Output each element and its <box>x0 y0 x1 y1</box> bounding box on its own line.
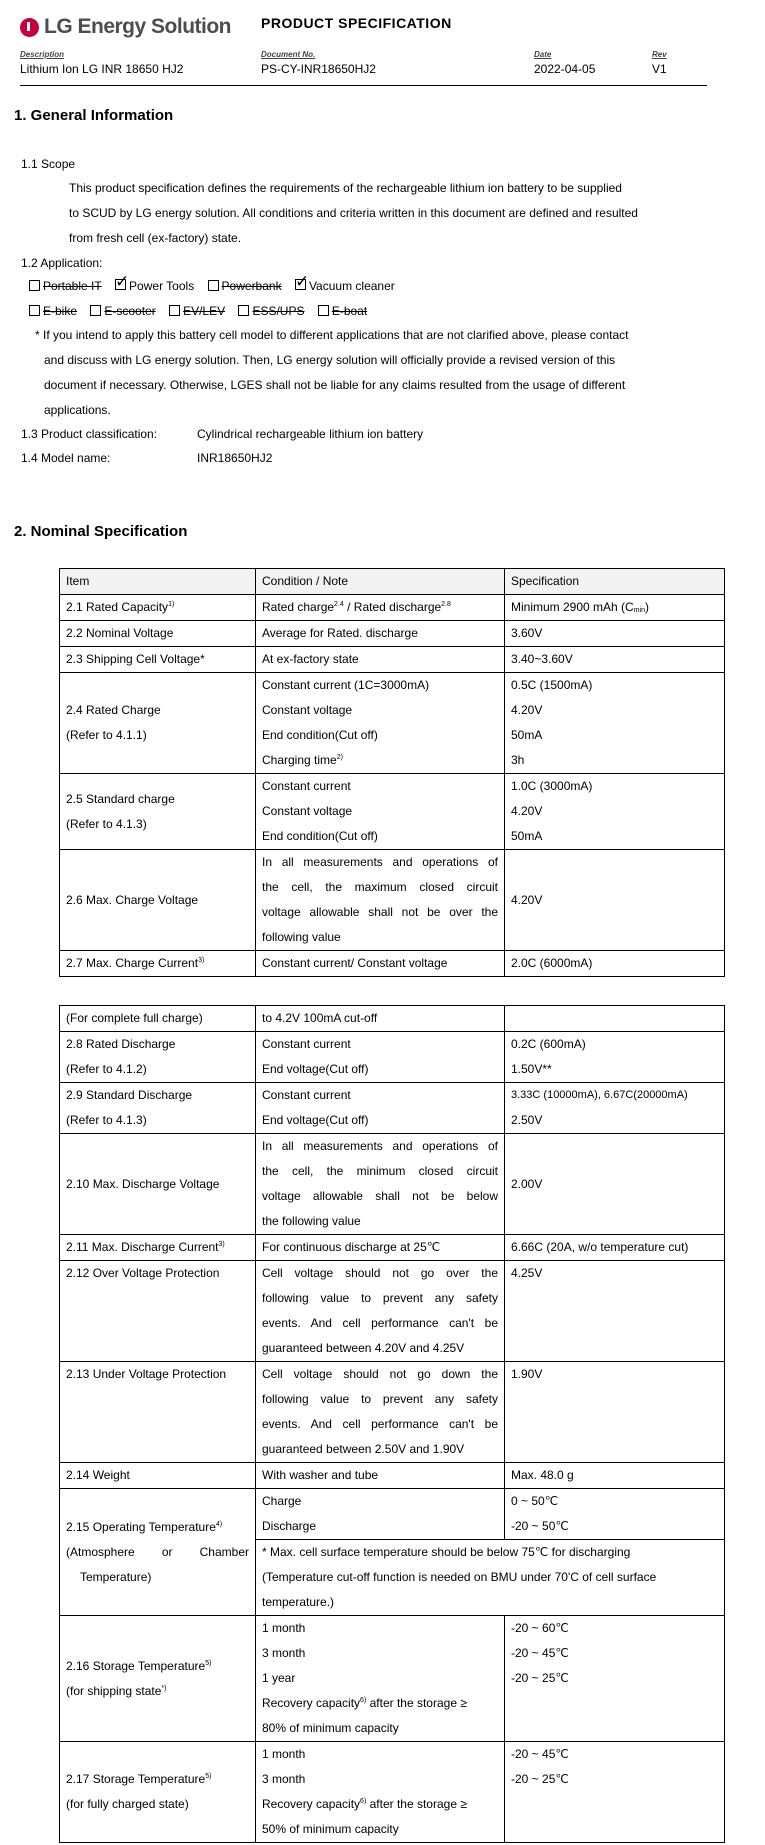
app-e-boat: E-boat <box>318 304 367 318</box>
app-ess-ups: ESS/UPS <box>238 304 304 318</box>
row-condition: Cell voltage should not go down the <box>262 1367 498 1381</box>
row-item: 2.5 Standard charge <box>66 791 175 806</box>
row-condition: Constant current <box>262 779 351 793</box>
row-item: 2.3 Shipping Cell Voltage* <box>66 652 205 666</box>
row-condition: For continuous discharge at 25℃ <box>262 1240 441 1254</box>
row-item: (For complete full charge) <box>66 1011 203 1025</box>
row-spec: 4.25V <box>511 1266 543 1280</box>
application-note <box>35 323 709 423</box>
description-label: Description <box>20 50 65 59</box>
note-line: and discuss with LG energy solution. Then, LG energy solution will officially provide a revised version of this <box>44 353 616 367</box>
table-row <box>60 621 725 647</box>
app-powerbank: Powerbank <box>208 279 282 293</box>
section-1-title: 1. General Information <box>14 107 174 124</box>
checkbox-icon <box>29 305 40 316</box>
header-divider <box>20 85 707 86</box>
row-item: 2.4 Rated Charge <box>66 703 161 717</box>
checkbox-icon <box>90 305 101 316</box>
app-e-bike: E-bike <box>29 304 77 318</box>
application-row-1 <box>29 279 405 293</box>
scope-line: This product specification defines the requirements of the rechargeable lithium ion battery to be supplied <box>69 181 622 195</box>
row-spec <box>511 1006 718 1031</box>
row-item: 2.11 Max. Discharge Current$^{3)}$ <box>66 1240 225 1254</box>
row-condition: With washer and tube <box>262 1468 379 1482</box>
date-value: 2022-04-05 <box>534 62 596 76</box>
application-title: 1.2 Application: <box>21 256 103 270</box>
row-spec: 1.0C (3000mA) <box>511 779 593 793</box>
row-spec: Max. 48.0 g <box>511 1468 574 1482</box>
row-item: 2.12 Over Voltage Protection <box>66 1266 220 1280</box>
document-number-value: PS-CY-INR18650HJ2 <box>261 62 376 76</box>
app-power-tools: ✓ Power Tools <box>115 279 194 293</box>
checkbox-icon <box>208 280 219 291</box>
table-row <box>60 647 725 673</box>
model-name-label: 1.4 Model name: <box>21 451 111 465</box>
table-row: 2.12 Over Voltage Protection Cell voltage should not go over the following value to prevent any safety events. And cell performance can't be guaranteed between 4.20V and 4.25V 4.25V <box>60 1261 725 1362</box>
row-spec: 3.60V <box>511 626 543 640</box>
row-item: 2.6 Max. Charge Voltage <box>66 892 199 907</box>
row-spec: -20 ~ 60℃ <box>511 1621 569 1635</box>
row-item: 2.17 Storage Temperature$^{5)}$ <box>66 1772 212 1786</box>
table-row: 2.10 Max. Discharge Voltage In all measurements and operations of the cell, the minimum closed circuit voltage allowable shall not be below the following value 2.00V <box>60 1134 725 1235</box>
scope-title: 1.1 Scope <box>21 157 76 171</box>
row-spec: 2.0C (6000mA) <box>511 956 593 970</box>
row-spec: 0.2C (600mA) <box>511 1037 586 1051</box>
table-row <box>60 1463 725 1489</box>
classification-value: Cylindrical rechargeable lithium ion battery <box>197 427 424 441</box>
checkbox-icon <box>318 305 329 316</box>
note-line: applications. <box>44 403 111 417</box>
table-row: 2.9 Standard Discharge (Refer to 4.1.3) Constant current End voltage(Cut off) 3.33C (10000mA), 6.67C(20000mA) 2.50V <box>60 1083 725 1134</box>
row-item: 2.13 Under Voltage Protection <box>66 1367 227 1381</box>
scope-line: from fresh cell (ex-factory) state. <box>69 231 242 245</box>
row-item: 2.14 Weight <box>66 1468 130 1482</box>
table-row: * Max. cell surface temperature should be below 75℃ for discharging (Temperature cut-off function is needed on BMU under 70'C of cell surface temperature.) <box>60 1540 725 1616</box>
section-2-title: 2. Nominal Specification <box>14 523 188 540</box>
row-condition: Constant current (1C=3000mA) <box>262 678 430 692</box>
row-item: 2.16 Storage Temperature$^{5)}$ <box>66 1658 212 1673</box>
row-condition: Constant current <box>262 1088 351 1102</box>
row-spec: 0 ~ 50℃ <box>511 1494 559 1508</box>
checkbox-icon <box>29 280 40 291</box>
model-name-value: INR18650HJ2 <box>197 451 273 465</box>
revision-label: Rev <box>652 50 667 59</box>
table-row: 2.8 Rated Discharge (Refer to 4.1.2) Constant current End voltage(Cut off) 0.2C (600mA) 1.50V** <box>60 1032 725 1083</box>
table-row: 2.5 Standard charge (Refer to 4.1.3) Constant current Constant voltage End condition(Cut off) 1.0C (3000mA) 4.20V 50mA <box>60 774 725 850</box>
row-note: * Max. cell surface temperature should be below 75℃ for discharging <box>262 1545 631 1559</box>
table-row <box>60 1235 725 1261</box>
row-item: 2.1 Rated Capacity$^{1)}$ <box>66 600 175 614</box>
app-vacuum-cleaner: ✓ Vacuum cleaner <box>295 279 395 293</box>
table-header-row <box>60 569 725 595</box>
row-spec: Minimum 2900 mAh $(C_{min})$ <box>511 600 649 614</box>
row-spec: 3.33C (10000mA), 6.67C(20000mA) <box>511 1089 688 1101</box>
row-item: 2.15 Operating Temperature$^{4)}$ <box>66 1519 223 1534</box>
checkbox-icon <box>169 305 180 316</box>
row-condition: Average for Rated. discharge <box>262 626 418 640</box>
note-line: * If you intend to apply this battery cell model to different applications that are not clarified above, please contact <box>35 328 629 342</box>
scope-line: to SCUD by LG energy solution. All conditions and criteria written in this document are defined and resulted <box>69 206 638 220</box>
app-e-scooter: E-scooter <box>90 304 155 318</box>
row-item: 2.8 Rated Discharge <box>66 1037 176 1051</box>
table-row: 2.4 Rated Charge (Refer to 4.1.1) Constant current (1C=3000mA) Constant voltage End condition(Cut off) Charging time$^{2)}$ 0.5C (1500mA) 4.20V 50mA 3h <box>60 673 725 774</box>
row-item: 2.9 Standard Discharge <box>66 1088 193 1102</box>
scope-paragraph <box>69 176 709 251</box>
header-item: Item <box>66 574 90 588</box>
row-condition: 1 month <box>262 1747 306 1761</box>
note-line: document if necessary. Otherwise, LGES shall not be liable for any claims resulted from the usage of different <box>44 378 626 392</box>
row-spec: -20 ~ 45℃ <box>511 1747 569 1761</box>
description-value: Lithium Ion LG INR 18650 HJ2 <box>20 62 184 76</box>
row-condition: 1 month <box>262 1621 306 1635</box>
app-ev-lev: EV/LEV <box>169 304 225 318</box>
table-row <box>60 951 725 977</box>
row-condition: Rated charge$^{2.4}$ / Rated discharge$^{2.8}$ <box>262 600 451 614</box>
row-spec: 0.5C (1500mA) <box>511 678 593 692</box>
nominal-spec-table-1 <box>59 568 725 977</box>
row-item: 2.7 Max. Charge Current$^{3)}$ <box>66 956 205 970</box>
table-row: 2.17 Storage Temperature$^{5)}$ (for fully charged state) 1 month 3 month Recovery capacity$^{6)}$ after the storage ≥ 50% of minimum capacity -20 ~ 45℃ -20 ~ 25℃ <box>60 1742 725 1843</box>
row-spec: 3.40~3.60V <box>511 652 573 666</box>
row-condition: At ex-factory state <box>262 652 359 666</box>
checked-box-icon <box>115 279 126 290</box>
row-condition: In all measurements and operations of <box>262 855 498 869</box>
classification-label: 1.3 Product classification: <box>21 427 158 441</box>
row-condition: to 4.2V 100mA cut-off <box>262 1011 378 1025</box>
header-condition: Condition / Note <box>262 574 349 588</box>
app-portable-it: Portable IT <box>29 279 102 293</box>
application-row-2 <box>29 304 377 318</box>
document-number-label: Document No. <box>261 50 316 59</box>
table-row: 2.13 Under Voltage Protection Cell voltage should not go down the following value to prevent any safety events. And cell performance can't be guaranteed between 2.50V and 1.90V 1.90V <box>60 1362 725 1463</box>
checkbox-icon <box>238 305 249 316</box>
row-item: 2.10 Max. Discharge Voltage <box>66 1176 220 1191</box>
row-condition: Cell voltage should not go over the <box>262 1266 498 1280</box>
revision-value: V1 <box>652 62 667 76</box>
row-item: 2.2 Nominal Voltage <box>66 626 174 640</box>
table-row: 2.16 Storage Temperature$^{5)}$ (for shipping state*) 1 month 3 month 1 year Recovery capacity$^{6)}$ after the storage ≥ 80% of minimum capacity -20 ~ 60℃ -20 ~ 45℃ -20 ~ 25℃ <box>60 1616 725 1742</box>
row-condition: In all measurements and operations of <box>262 1139 498 1153</box>
checked-box-icon <box>295 279 306 290</box>
document-title: PRODUCT SPECIFICATION <box>261 15 452 31</box>
table-row: 2.6 Max. Charge Voltage In all measurements and operations of the cell, the maximum closed circuit voltage allowable shall not be over the following value 4.20V <box>60 850 725 951</box>
row-condition: Constant current <box>262 1037 351 1051</box>
date-label: Date <box>534 50 552 59</box>
table-row: 2.15 Operating Temperature$^{4)}$ (Atmosphere or Chamber Temperature) Charge Discharge 0 ~ 50℃ -20 ~ 50℃ <box>60 1489 725 1540</box>
table-row <box>60 595 725 621</box>
row-condition: Constant current/ Constant voltage <box>262 956 448 970</box>
row-spec: 2.00V <box>511 1176 543 1191</box>
row-spec: 1.90V <box>511 1367 543 1381</box>
header-specification: Specification <box>511 574 580 588</box>
company-logo-text: LG Energy Solution <box>44 15 232 38</box>
row-condition: Charge <box>262 1494 302 1508</box>
nominal-spec-table-2 <box>59 1005 725 1843</box>
table-row <box>60 1006 725 1032</box>
row-spec: 6.66C (20A, w/o temperature cut) <box>511 1240 689 1254</box>
lg-logo-icon <box>20 18 39 37</box>
row-spec: 4.20V <box>511 892 543 907</box>
